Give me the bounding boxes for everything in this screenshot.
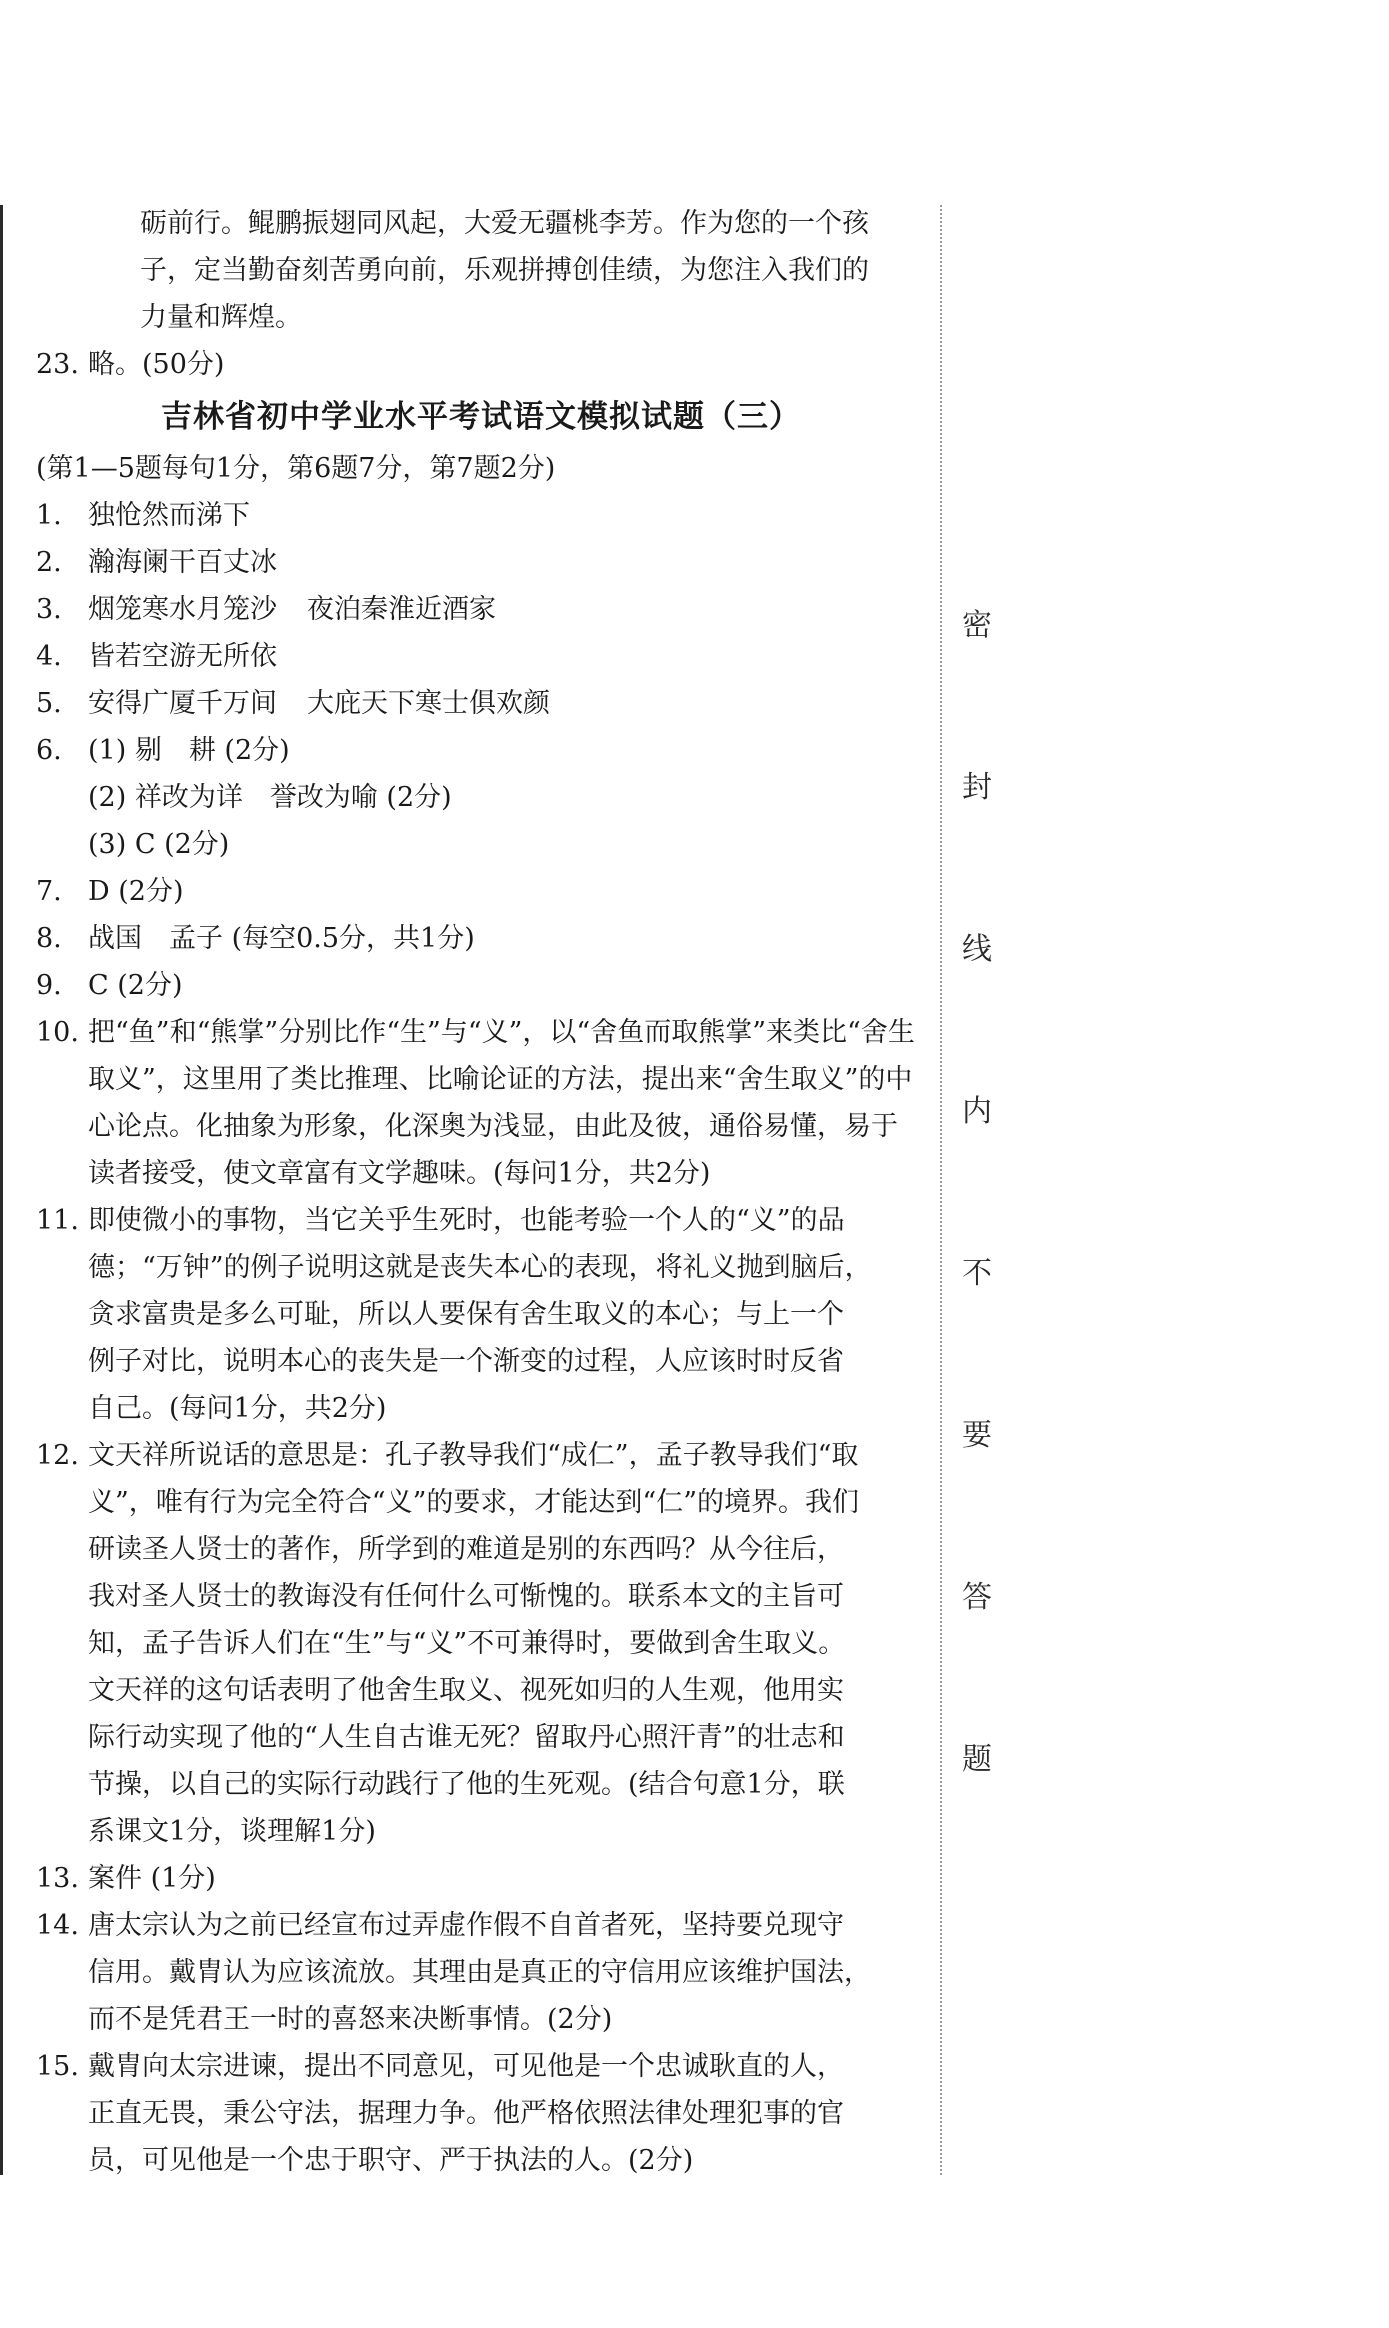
item-text: 独怆然而涕下 — [88, 500, 250, 531]
item-text: 案件 (1分) — [88, 1863, 216, 1894]
section-heading: 吉林省初中学业水平考试语文模拟试题（三） — [161, 399, 801, 435]
text-line: 子，定当勤奋刻苦勇向前，乐观拼搏创佳绩，为您注入我们的 — [140, 255, 869, 286]
text-line: 系课文1分，谈理解1分) — [88, 1816, 376, 1847]
text-line: 德；“万钟”的例子说明这就是丧失本心的表现，将礼义抛到脑后， — [88, 1252, 872, 1283]
item-text-2: 夜泊秦淮近酒家 — [307, 594, 496, 625]
item-text: D (2分) — [88, 876, 184, 907]
text-line: 员，可见他是一个忠于职守、严于执法的人。(2分) — [88, 2145, 694, 2176]
item-number: 23. — [36, 349, 79, 380]
text-line: 贪求富贵是多么可耻，所以人要保有舍生取义的本心；与上一个 — [88, 1299, 844, 1330]
item-text: 瀚海阑干百丈冰 — [88, 547, 277, 578]
item-number: 7. — [36, 876, 62, 907]
item-number: 8. — [36, 923, 62, 954]
text-line: 研读圣人贤士的著作，所学到的难道是别的东西吗？从今往后， — [88, 1534, 844, 1565]
answer-item-1 — [36, 492, 926, 539]
item-text: 安得广厦千万间 — [88, 688, 277, 719]
answer-item-3 — [36, 586, 926, 633]
item-number: 1. — [36, 500, 62, 531]
answer-content — [36, 200, 926, 2184]
item-number: 5. — [36, 688, 62, 719]
item-number: 11. — [36, 1205, 79, 1236]
text-line: 读者接受，使文章富有文学趣味。(每问1分，共2分) — [88, 1158, 711, 1189]
item-number: 9. — [36, 970, 62, 1001]
text-line: 戴胄向太宗进谏，提出不同意见，可见他是一个忠诚耿直的人， — [88, 2051, 844, 2082]
text-line: 际行动实现了他的“人生自古谁无死？留取丹心照汗青”的壮志和 — [88, 1722, 845, 1753]
text-line: 砺前行。鲲鹏振翅同风起，大爱无疆桃李芳。作为您的一个孩 — [140, 208, 869, 239]
text-line: 唐太宗认为之前已经宣布过弄虚作假不自首者死，坚持要兑现守 — [88, 1910, 844, 1941]
text-line: 力量和辉煌。 — [140, 302, 302, 333]
item-text: 战国 孟子 (每空0.5分，共1分) — [88, 923, 475, 954]
text-line: 义”，唯有行为完全符合“义”的要求，才能达到“仁”的境界。我们 — [88, 1487, 860, 1518]
seal-char: 要 — [962, 1418, 992, 1453]
answer-item-12 — [36, 1432, 926, 1855]
answer-item-6-sub — [36, 774, 926, 821]
answer-item-6 — [36, 727, 926, 774]
answer-item-5 — [36, 680, 926, 727]
scoring-note: (第1—5题每句1分，第6题7分，第7题2分) — [36, 453, 556, 484]
text-line: 我对圣人贤士的教诲没有任何什么可惭愧的。联系本文的主旨可 — [88, 1581, 844, 1612]
text-line: 心论点。化抽象为形象，化深奥为浅显，由此及彼，通俗易懂，易于 — [88, 1111, 898, 1142]
text-line: 即使微小的事物，当它关乎生死时，也能考验一个人的“义”的品 — [88, 1205, 845, 1236]
text-line: 例子对比，说明本心的丧失是一个渐变的过程，人应该时时反省 — [88, 1346, 844, 1377]
text-line: 节操，以自己的实际行动践行了他的生死观。(结合句意1分，联 — [88, 1769, 845, 1800]
item-text-2: 大庇天下寒士俱欢颜 — [307, 688, 550, 719]
seal-char: 封 — [962, 770, 992, 805]
text-line: 文天祥的这句话表明了他舍生取义、视死如归的人生观，他用实 — [88, 1675, 844, 1706]
answer-item-7 — [36, 868, 926, 915]
seal-line-notice — [962, 600, 1002, 1896]
left-margin-rule — [0, 205, 3, 2175]
text-line: 知，孟子告诉人们在“生”与“义”不可兼得时，要做到舍生取义。 — [88, 1628, 846, 1659]
seal-line-rule — [940, 205, 942, 2175]
answer-item-10 — [36, 1009, 926, 1197]
answer-item-9 — [36, 962, 926, 1009]
item-number: 2. — [36, 547, 62, 578]
item-number: 14. — [36, 1910, 79, 1941]
seal-char: 题 — [962, 1742, 992, 1777]
text-line: 正直无畏，秉公守法，据理力争。他严格依照法律处理犯事的官 — [88, 2098, 844, 2129]
text-line: 而不是凭君王一时的喜怒来决断事情。(2分) — [88, 2004, 613, 2035]
item-number: 15. — [36, 2051, 79, 2082]
answer-item-13 — [36, 1855, 926, 1902]
item-number: 4. — [36, 641, 62, 672]
item-text: 烟笼寒水月笼沙 — [88, 594, 277, 625]
text-line: 自己。(每问1分，共2分) — [88, 1393, 387, 1424]
seal-char: 内 — [962, 1094, 992, 1129]
item-number: 13. — [36, 1863, 79, 1894]
item-number: 6. — [36, 735, 62, 766]
item-sub-1: (1) 剔 耕 (2分) — [88, 735, 290, 766]
item-number: 12. — [36, 1440, 79, 1471]
answer-item-4 — [36, 633, 926, 680]
answer-item-6-sub — [36, 821, 926, 868]
item-sub-2: (2) 祥改为详 誉改为喻 (2分) — [88, 782, 452, 813]
item-text: 略。(50分) — [88, 349, 225, 380]
seal-char: 密 — [962, 608, 992, 643]
text-line: 文天祥所说话的意思是：孔子教导我们“成仁”，孟子教导我们“取 — [88, 1440, 859, 1471]
answer-item-15 — [36, 2043, 926, 2184]
seal-char: 线 — [962, 932, 992, 967]
item-number: 10. — [36, 1017, 79, 1048]
text-line: 取义”，这里用了类比推理、比喻论证的方法，提出来“舍生取义”的中 — [88, 1064, 913, 1095]
answer-item-8 — [36, 915, 926, 962]
answer-item-11 — [36, 1197, 926, 1432]
text-line: 把“鱼”和“熊掌”分别比作“生”与“义”，以“舍鱼而取熊掌”来类比“舍生 — [88, 1017, 915, 1048]
item-sub-3: (3) C (2分) — [88, 829, 230, 860]
seal-char: 答 — [962, 1580, 992, 1615]
answer-item-14 — [36, 1902, 926, 2043]
text-line: 信用。戴胄认为应该流放。其理由是真正的守信用应该维护国法， — [88, 1957, 871, 1988]
item-number: 3. — [36, 594, 62, 625]
answer-item-2 — [36, 539, 926, 586]
item-text: C (2分) — [88, 970, 183, 1001]
answer-item-23 — [36, 341, 926, 388]
item-text: 皆若空游无所依 — [88, 641, 277, 672]
seal-char: 不 — [962, 1256, 992, 1291]
